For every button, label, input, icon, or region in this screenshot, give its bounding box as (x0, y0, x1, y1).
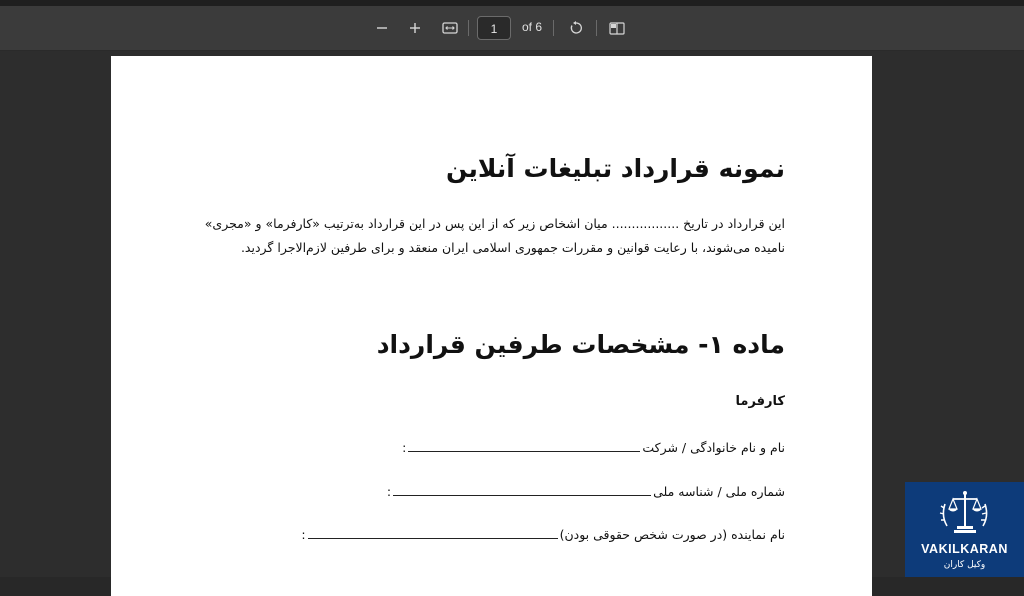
field-suffix: : (301, 527, 306, 542)
zoom-in-icon (409, 22, 421, 34)
zoom-in-button[interactable] (405, 16, 425, 40)
section-title: ماده ۱- مشخصات طرفین قرارداد (376, 330, 785, 359)
field-suffix: : (402, 440, 407, 455)
form-field-representative (301, 526, 785, 542)
intro-paragraph: این قرارداد در تاریخ ................. میان اشخاص زیر که از این پس در این قرارداد به‌ترتیب «کارفرما» و «مجری» نامیده می‌شوند، با رعایت قوانین و مقررات جمهوری اسلامی ایران منعقد و برای طرفین لازم‌الاجرا گردید. (204, 216, 785, 255)
field-label: نام و نام خانوادگی / شرکت (642, 440, 785, 455)
fill-line (393, 483, 651, 496)
document-title: نمونه قرارداد تبلیغات آنلاین (445, 154, 785, 183)
pdf-viewer-area[interactable] (0, 51, 1024, 577)
toolbar-divider (596, 20, 597, 36)
fit-page-button[interactable] (439, 16, 461, 40)
fill-line (408, 439, 640, 452)
pdf-toolbar (0, 6, 1024, 51)
toolbar-divider (468, 20, 469, 36)
watermark-brand-fa: وکیل کاران (943, 560, 986, 570)
zoom-out-button[interactable] (372, 16, 392, 40)
rotate-icon (569, 21, 583, 35)
pdf-page (111, 56, 872, 596)
field-label: شماره ملی / شناسه ملی (653, 484, 785, 499)
scales-of-justice-icon (935, 486, 995, 540)
party-label: کارفرما (735, 394, 785, 409)
field-label: نام نماینده (در صورت شخص حقوقی بودن) (559, 527, 785, 542)
watermark-brand: VAKILKARAN (921, 542, 1008, 556)
form-field-name (402, 439, 785, 455)
fit-page-icon (442, 22, 458, 34)
page-number-input[interactable]: 1 (477, 16, 511, 40)
two-page-view-icon (609, 22, 625, 35)
vakilkaran-watermark (905, 482, 1024, 577)
field-suffix: : (386, 484, 392, 499)
two-page-view-button[interactable] (606, 16, 628, 40)
toolbar-divider (553, 20, 554, 36)
page-count-label: of 6 (522, 20, 543, 34)
fill-line (308, 526, 558, 539)
rotate-button[interactable] (565, 16, 587, 40)
zoom-out-icon (376, 22, 388, 34)
form-field-national-id (387, 483, 785, 499)
